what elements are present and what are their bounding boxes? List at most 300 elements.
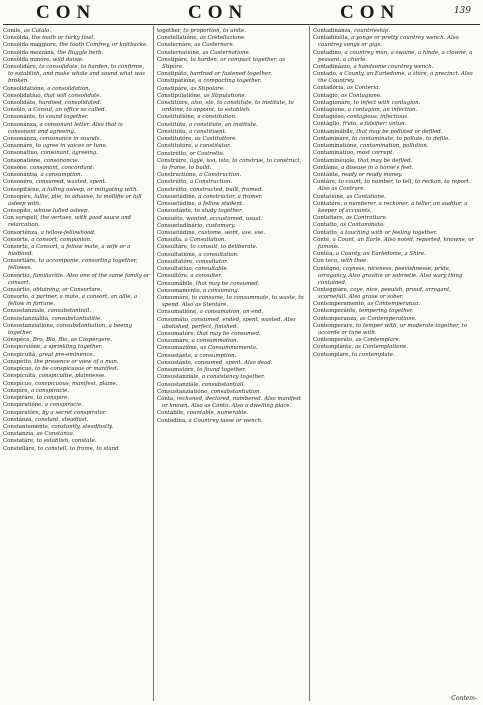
entry-headword: Constellatióne, <box>157 35 199 42</box>
entry-definition: as Stipolare. <box>188 85 225 92</box>
dictionary-entry <box>3 143 150 150</box>
entry-headword: Consustanziatióne, <box>157 388 209 395</box>
entry-definition: to study together. <box>192 208 243 215</box>
entry-headword: Constructióne, <box>157 172 198 179</box>
entry-definition: most corrupt. <box>355 150 395 157</box>
catchword: Contem- <box>451 695 477 702</box>
dictionary-entry <box>313 323 479 337</box>
dictionary-entry <box>157 151 305 158</box>
entry-definition: countrieship. <box>352 28 391 34</box>
entry-headword: Contemperanza, <box>313 315 358 322</box>
dictionary-entry <box>3 230 150 237</box>
entry-headword: Consòlda mezzána, <box>3 49 56 56</box>
dictionary-entry <box>157 374 305 381</box>
dictionary-entry <box>157 223 305 230</box>
entry-definition: conspicuous, manifest, plaine. <box>33 380 118 387</box>
entry-headword: Consopíre, <box>3 193 33 200</box>
entry-headword: Consorto, <box>3 294 30 301</box>
dictionary-entry <box>313 93 479 100</box>
entry-headword: Consumatióne, <box>157 309 198 316</box>
dictionary-entry <box>157 114 305 121</box>
entry-headword: Consumáre, <box>157 295 190 302</box>
entry-headword: Consumábile, <box>157 280 195 287</box>
entry-headword: Con teco, <box>313 258 339 265</box>
dictionary-entry <box>157 129 305 136</box>
entry-headword: Cónte, <box>313 236 331 243</box>
entry-definition: to harden, or compact together, as Stipáre. <box>162 56 286 70</box>
entry-headword: Contábile, <box>157 410 186 417</box>
entry-headword: Conspícuo, <box>3 366 34 373</box>
entry-definition: to constell, to frame, to stand <box>36 445 119 452</box>
entry-headword: Consorténza, <box>3 229 40 236</box>
entry-definition: with thee. <box>338 258 369 265</box>
entry-definition: that will consolidate. <box>42 92 102 99</box>
entry-definition: to be conspicuous or manifest. <box>33 366 119 373</box>
entry-definition: that may be polluted or defiled. <box>354 128 443 135</box>
column-2 <box>157 28 305 698</box>
dictionary-entry <box>313 35 479 49</box>
entry-headword: Consuetúdine, <box>157 193 197 200</box>
entry-definition: a conspiracie. <box>43 402 83 409</box>
entry-definition: consonant, concordant. <box>28 164 95 171</box>
entry-definition: contamination, pollution. <box>358 143 429 150</box>
dictionary-entry <box>157 194 305 201</box>
entry-headword: Consonáre, <box>3 143 35 150</box>
dictionary-entry <box>3 273 150 287</box>
entry-definition: a sprinkling together. <box>41 344 103 351</box>
entry-definition: consubstantiation, a beeing together. <box>8 322 133 336</box>
entry-definition: as Contemperanza. <box>365 301 421 308</box>
entry-definition: a fellow-fellowhood. <box>39 229 96 236</box>
dictionary-entry <box>157 396 305 410</box>
dictionary-entry <box>157 353 305 360</box>
entry-definition: as Contatione. <box>344 193 386 200</box>
entry-headword: Consumazióne, <box>157 345 199 352</box>
entry-definition: to temper with, or moderate together, to accorde or tune with. <box>318 322 467 336</box>
entry-headword: Contaminare, <box>313 135 351 142</box>
dictionary-entry <box>3 287 150 294</box>
entry-headword: Contagionare, <box>313 99 352 106</box>
entry-headword: Consultatióne, <box>157 251 197 258</box>
entry-definition: a fellow student. <box>196 201 244 208</box>
dictionary-entry <box>3 208 150 215</box>
dictionary-entry <box>313 237 479 251</box>
dictionary-entry <box>313 28 479 35</box>
entry-definition: that may be defiled. <box>356 157 413 164</box>
entry-headword: Consostanziale, <box>3 308 46 315</box>
entry-headword: Conspiratióne, <box>3 402 44 409</box>
dictionary-entry <box>3 373 150 380</box>
entry-definition: as Constánza. <box>34 431 75 438</box>
entry-headword: Consuetúdine, <box>157 201 197 208</box>
entry-definition: a Construction. <box>188 179 232 186</box>
entry-definition: a consultation. <box>196 251 239 258</box>
page-number: 139 <box>453 6 471 16</box>
entry-definition: as Contemperatione. <box>357 315 417 322</box>
entry-headword: Consopitiéne, <box>3 186 41 193</box>
entry-definition: a disease in a horse's feet. <box>339 164 414 171</box>
entry-headword: Consórtio, <box>3 286 32 293</box>
dictionary-entry <box>313 201 479 215</box>
dictionary-entry <box>313 230 479 237</box>
entry-headword: Contattare, <box>313 215 345 222</box>
entry-headword: Contemplánte, <box>313 344 354 351</box>
entry-definition: constantly, steadfastly. <box>49 424 114 431</box>
entry-headword: Constipáre, <box>157 85 189 92</box>
entry-headword: Consonántia, <box>3 172 39 179</box>
entry-definition: whose lulled asleep. <box>32 208 90 215</box>
dictionary-entry <box>157 208 305 215</box>
entry-definition: consubstantiall. <box>200 381 246 388</box>
entry-headword: Conspersióne, <box>3 344 42 351</box>
entry-definition: a County, an Earledome, a Shire. <box>334 251 426 258</box>
entry-headword: Consonatiuo, <box>3 150 39 157</box>
dictionary-entry <box>3 258 150 272</box>
dictionary-entry <box>313 121 479 128</box>
entry-definition: countable, numerable. <box>185 410 249 417</box>
entry-headword: Contatto, <box>313 222 339 229</box>
dictionary-entry <box>157 93 305 100</box>
entry-headword: Consumamento, <box>157 287 202 294</box>
dictionary-entry <box>157 216 305 223</box>
entry-definition: a constitutor. <box>193 143 231 150</box>
entry-headword: Consumáto, <box>157 316 190 323</box>
entry-headword: Contagio, <box>313 92 340 99</box>
entry-definition: a compacting together. <box>196 78 262 85</box>
entry-definition: as Costellazione. <box>198 35 246 42</box>
entry-headword: Conteggiáre, <box>313 286 349 293</box>
entry-headword: Constitutóre, <box>157 143 194 150</box>
entry-headword: Consolidatióne, <box>3 85 46 92</box>
entry-headword: Contadinélla, <box>313 35 350 42</box>
entry-definition: obtaining, or Consortare. <box>31 286 103 293</box>
entry-headword: Consonánza, <box>3 135 38 142</box>
dictionary-entry <box>3 237 150 244</box>
entry-headword: Coníle, <box>3 28 23 34</box>
entry-definition: to contemplate. <box>350 351 395 358</box>
dictionary-entry <box>313 85 479 92</box>
entry-definition: a partner, a mate, a consort, an allie, a fellow in fortune. <box>8 294 138 308</box>
entry-headword: Consumatóre, <box>157 330 196 337</box>
entry-definition: as Castituttore. <box>193 136 238 143</box>
entry-headword: Conspétto, <box>3 358 33 365</box>
entry-headword: Contadína, <box>157 417 187 424</box>
entry-definition: as Catálo. <box>22 28 51 34</box>
entry-definition: tempering together. <box>357 308 414 315</box>
entry-headword: Contánte, <box>313 172 340 179</box>
dictionary-entry <box>157 57 305 71</box>
entry-headword: Conspicuità, <box>3 351 38 358</box>
dictionary-entry <box>157 179 305 186</box>
entry-headword: Consonánte, <box>3 114 38 121</box>
entry-definition: a constituent. <box>187 128 227 135</box>
entry-definition: to consolidate, to harden, to confirme, to establish, and make whole and sound what was broken. <box>8 64 146 85</box>
entry-headword: Constipáto, <box>157 71 189 78</box>
entry-definition: to agree in voices or tune. <box>34 143 108 150</box>
entry-definition: customary. <box>204 222 236 229</box>
entry-definition: familiaritie. Also one of the same family or consort. <box>8 272 150 286</box>
entry-headword: Conspíre, <box>3 387 30 394</box>
entry-definition: consumed, wasted, spent. <box>34 179 107 186</box>
entry-headword: Consultatíuo, <box>157 266 194 273</box>
dictionary-entry <box>157 317 305 331</box>
entry-definition: a constructor, a framer. <box>196 193 263 200</box>
dictionary-entry <box>157 273 305 280</box>
dictionary-entry <box>313 158 479 165</box>
entry-headword: Consostanzialità, <box>3 315 50 322</box>
entry-definition: a consumation, an end. <box>197 309 264 316</box>
entry-headword: Contaminatióne, <box>313 143 359 150</box>
dictionary-entry <box>157 259 305 266</box>
entry-headword: Conspiratóre, <box>3 409 41 416</box>
entry-headword: Constatáre, <box>3 438 35 445</box>
dictionary-entry <box>3 165 150 172</box>
entry-headword: Constipatióne, <box>157 78 197 85</box>
entry-headword: Contagione, <box>313 107 347 114</box>
entry-definition: or Costretto. <box>187 150 225 157</box>
entry-definition: a consumption. <box>192 352 237 359</box>
dictionary-entry <box>3 50 150 57</box>
entry-headword: Constánza, <box>3 416 34 423</box>
entry-headword: Consustánte, <box>157 352 193 359</box>
entry-headword: Consòlda minóre, <box>3 56 51 63</box>
dictionary-entry <box>157 158 305 172</box>
entry-headword: Constitúto, <box>157 128 188 135</box>
entry-definition: hardned or fastened together. <box>188 71 272 78</box>
entry-headword: Consòlda, <box>3 35 30 42</box>
header-mid-word: CON <box>188 2 249 23</box>
dictionary-entry <box>3 438 150 445</box>
entry-headword: Constrútto, <box>157 179 189 186</box>
entry-headword: Contégno, <box>313 265 342 272</box>
entry-definition: as Consummamento. <box>198 345 258 352</box>
entry-definition: as Costernatione. <box>200 49 251 56</box>
dictionary-entry <box>157 230 305 237</box>
entry-definition: a consistency together. <box>200 374 265 381</box>
dictionary-entry <box>3 215 150 229</box>
entry-headword: Contéa, <box>313 251 335 258</box>
dictionary-entry <box>3 122 150 136</box>
entry-definition: the presence or view of a man. <box>32 358 119 365</box>
entry-definition: ready or ready money. <box>339 172 403 179</box>
entry-definition: conspicuitie, plainnesse. <box>37 373 106 380</box>
entry-headword: Consuéto, <box>157 215 185 222</box>
entry-definition: consumed, ended, spent, wasted. Also abolished, perfect, finished. <box>162 316 296 330</box>
entry-headword: Contámo, <box>313 164 340 171</box>
column-3 <box>313 28 479 698</box>
entry-definition: a Countrey lasse or wench. <box>186 417 263 424</box>
dictionary-entry <box>157 309 305 316</box>
dictionary-entry <box>157 143 305 150</box>
entry-definition: a consort, companion. <box>29 236 92 243</box>
dictionary-entry <box>313 50 479 64</box>
entry-headword: Contadinánza, <box>313 28 353 34</box>
entry-definition: also, sto, to constitute, to institute, to ordaine, to appoint, to establish. <box>162 100 294 114</box>
entry-definition: as Conteria. <box>345 85 380 92</box>
entry-headword: Consumáre, <box>157 338 190 345</box>
dictionary-entry <box>313 150 479 157</box>
dictionary-entry <box>3 359 150 366</box>
entry-headword: Consustanziále, <box>157 381 201 388</box>
dictionary-entry <box>157 382 305 389</box>
entry-headword: Consustánte, <box>157 208 193 215</box>
entry-headword: Cónta, <box>157 396 175 403</box>
entry-definition: that may be consumed. <box>194 280 260 287</box>
entry-definition: as Stipulatione. <box>201 92 247 99</box>
dictionary-entry <box>3 323 150 337</box>
entry-headword: Consustánte, <box>157 359 193 366</box>
entry-headword: Consolidatíuo, <box>3 92 43 99</box>
entry-definition: consubstantiation. <box>209 388 262 395</box>
entry-definition: ügyé, issi, isto, to construe, to construct, to frame, to build. <box>162 157 302 171</box>
dictionary-entry <box>3 179 150 186</box>
dictionary-entry <box>313 251 479 258</box>
entry-headword: Conspiráre, <box>3 395 36 402</box>
entry-headword: Contatóre, <box>313 200 343 207</box>
entry-headword: Constelláre, <box>3 445 37 452</box>
entry-headword: Consternatióne, <box>157 49 201 56</box>
entry-definition: by a secret conspirator. <box>40 409 107 416</box>
header-rule <box>3 24 480 25</box>
entry-definition: a conspiracie. <box>29 387 70 394</box>
entry-definition: a Consultation. <box>182 237 227 244</box>
entry-definition: hardned, consolidated. <box>37 99 102 106</box>
dictionary-entry <box>3 158 150 165</box>
running-header <box>0 2 483 24</box>
dictionary-entry <box>3 187 150 194</box>
entry-headword: Consolidáre, <box>3 64 38 71</box>
entry-headword: Constipáre, <box>157 56 189 63</box>
entry-definition: as Costernare. <box>192 42 235 49</box>
entry-headword: Contadino, <box>313 49 343 56</box>
dictionary-entry <box>157 244 305 251</box>
entry-headword: Consustanziále, <box>157 374 201 381</box>
entry-definition: constant, steadfast. <box>33 416 89 423</box>
entry-headword: Consostanziatióne, <box>3 322 55 329</box>
dictionary-entry <box>3 381 150 388</box>
entry-definition: consonant, agreeing. <box>38 150 99 157</box>
dictionary-entry <box>3 136 150 143</box>
entry-headword: Contado, <box>313 71 338 78</box>
entry-headword: together, <box>157 28 182 34</box>
dictionary-entry <box>157 252 305 259</box>
dictionary-entry <box>157 86 305 93</box>
dictionary-entry <box>3 244 150 258</box>
dictionary-entry <box>313 64 479 71</box>
entry-headword: Consortiáre, <box>3 258 38 265</box>
header-left-word: CON <box>36 2 97 23</box>
entry-definition: a Consort, a fellow mate, a wife or a husband. <box>8 244 131 258</box>
dictionary-entry <box>3 57 150 64</box>
entry-definition: a handsome countrey wench. <box>351 63 434 70</box>
entry-definition: coyness, niceness, peevishnesse, pride, arrogancy. Also gravitie or sobrietie. Also wary thing contained. <box>318 265 463 286</box>
entry-definition: a constitution. <box>195 114 237 121</box>
entry-definition: coye, nice, peeuish, proud, arrogant, scornefull. Also graue or sober. <box>318 286 451 300</box>
entry-headword: Consultatóre, <box>157 258 195 265</box>
entry-definition: a consulter. <box>188 273 223 280</box>
dictionary-entry <box>313 258 479 265</box>
entry-headword: Constantemente, <box>3 424 50 431</box>
entry-definition: as Contemplare. <box>353 337 401 344</box>
entry-headword: Constrúire, <box>157 157 189 164</box>
entry-headword: Con sorspeli, <box>3 215 39 222</box>
entry-definition: a Count, an Earle. Also noted, reported, knowne, or famous. <box>318 236 475 250</box>
entry-definition: as Contagione. <box>339 92 382 99</box>
entry-definition: a numberer, a reckoner, a teller, an auditor, a keeper of accounts. <box>318 200 468 214</box>
dictionary-entry <box>3 294 150 308</box>
entry-headword: Contemplare, <box>313 351 351 358</box>
entry-definition: Bro, Blo, Rio, as Cospérgere. <box>31 337 113 344</box>
entry-headword: Consopíto, <box>3 208 33 215</box>
dictionary-entry <box>157 331 305 338</box>
dictionary-entry <box>313 344 479 351</box>
entry-headword: Consorte, <box>3 244 30 251</box>
entry-headword: Contáre, <box>313 179 337 186</box>
entry-headword: Consultóre, <box>157 273 189 280</box>
entry-headword: Consòlda maggiore, <box>3 42 58 49</box>
dictionary-entry <box>3 28 150 35</box>
entry-definition: a lulling asleep, or mitigating with. <box>40 186 139 193</box>
entry-headword: Consternáre, <box>157 42 193 49</box>
dictionary-entry <box>313 352 479 359</box>
dictionary-entry <box>313 143 479 150</box>
entry-definition: a contagion, an infection. <box>346 107 418 114</box>
dictionary-entry <box>313 316 479 323</box>
entry-definition: a consuming. <box>201 287 240 294</box>
entry-headword: Conspícuo, <box>3 380 34 387</box>
dictionary-entry <box>157 410 305 417</box>
entry-headword: Contagióso, <box>313 114 346 121</box>
dictionary-entry <box>3 150 150 157</box>
entry-headword: Contemperare, <box>313 322 355 329</box>
entry-headword: Consòlo, <box>3 107 27 114</box>
dictionary-entry <box>3 402 150 409</box>
entry-definition: consultable. <box>193 266 229 273</box>
entry-headword: Contemperamento, <box>313 301 366 308</box>
column-divider <box>153 26 154 701</box>
dictionary-entry <box>3 194 150 208</box>
dictionary-entry <box>3 410 150 417</box>
entry-definition: to sound together. <box>37 114 89 121</box>
entry-definition: the tooth Comfrey, or knitbacke. <box>57 42 148 49</box>
dictionary-entry <box>157 187 305 194</box>
entry-headword: Consonére, <box>3 179 34 186</box>
entry-definition: lullie, plie, to aduaise, to mollifie or lull asleep with. <box>8 193 142 207</box>
entry-definition: to infect with contagion. <box>351 99 421 106</box>
entry-definition: as Contemplatione. <box>353 344 408 351</box>
dictionary-entry <box>3 42 150 49</box>
entry-headword: Contaminatiuo, <box>313 150 356 157</box>
entry-definition: to found together. <box>195 367 247 374</box>
dictionary-entry <box>3 308 150 315</box>
entry-headword: Contatto, <box>313 229 339 236</box>
entry-definition: to count, to number, to tell, to reckon, to report. Also as Contrare. <box>318 179 471 193</box>
entry-definition: to contaminate, to pollute, to defile. <box>350 135 451 142</box>
dictionary-entry <box>313 129 479 136</box>
entry-definition: the ioath or turky fowl. <box>29 35 95 42</box>
entry-headword: Constipulatióne, <box>157 92 202 99</box>
entry-definition: reckoned, declared, numbered. Also manifest or known. Also as Cónto. Also a dwelling place. <box>162 396 302 410</box>
entry-headword: Conspícuità, <box>3 373 38 380</box>
entry-definition: a Construction. <box>197 172 242 179</box>
dictionary-entry <box>313 71 479 85</box>
dictionary-entry <box>157 389 305 396</box>
entry-definition: consonance in sounds. <box>37 135 102 142</box>
header-right-word: CON <box>340 2 401 23</box>
entry-headword: Consórtio, <box>3 272 32 279</box>
entry-definition: a touching with or feeling together. <box>338 229 438 236</box>
entry-headword: Consuetudinário, <box>157 222 205 229</box>
